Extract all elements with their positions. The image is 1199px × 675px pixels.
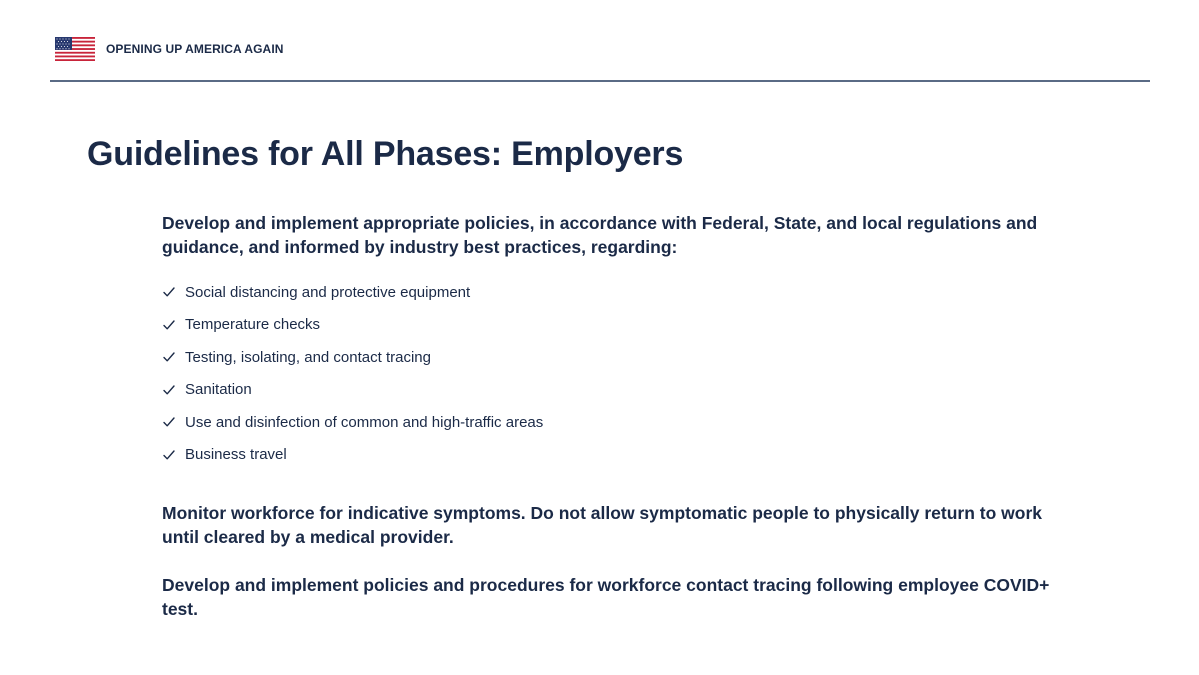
checklist-item bbox=[162, 378, 543, 402]
checklist-item-label: Temperature checks bbox=[185, 316, 321, 333]
header bbox=[55, 37, 284, 61]
checklist-item bbox=[162, 443, 543, 467]
monitor-paragraph: Monitor workforce for indicative symptoms. Do not allow symptomatic people to physically return to work until cleared by a medical provider. bbox=[162, 503, 1042, 547]
checkmark-icon bbox=[162, 383, 176, 397]
checklist bbox=[162, 280, 543, 475]
checklist-item-label: Testing, isolating, and contact tracing bbox=[185, 348, 431, 366]
checklist-item-label: Social distancing and protective equipment bbox=[185, 283, 471, 301]
intro-paragraph: Develop and implement appropriate policies, in accordance with Federal, State, and local regulations and guidance, and informed by industry best practices, regarding: bbox=[162, 213, 1038, 257]
checklist-item bbox=[162, 280, 543, 304]
checkmark-icon bbox=[162, 415, 176, 429]
contact-tracing-paragraph: Develop and implement policies and procedures for workforce contact tracing following employee COVID+ test. bbox=[162, 575, 1050, 619]
header-title: OPENING UP AMERICA AGAIN bbox=[106, 42, 284, 56]
checklist-item bbox=[162, 345, 543, 369]
checklist-item-label: Use and disinfection of common and high-traffic areas bbox=[185, 413, 544, 431]
checklist-item-label: Sanitation bbox=[185, 381, 252, 398]
checklist-item bbox=[162, 410, 543, 434]
checkmark-icon bbox=[162, 285, 176, 299]
us-flag-icon bbox=[55, 37, 95, 61]
page-title: Guidelines for All Phases: Employers bbox=[87, 135, 684, 173]
checklist-item bbox=[162, 313, 543, 337]
checkmark-icon bbox=[162, 318, 176, 332]
checklist-item-label: Business travel bbox=[185, 446, 287, 463]
header-divider bbox=[50, 80, 1150, 82]
checkmark-icon bbox=[162, 448, 176, 462]
checkmark-icon bbox=[162, 350, 176, 364]
